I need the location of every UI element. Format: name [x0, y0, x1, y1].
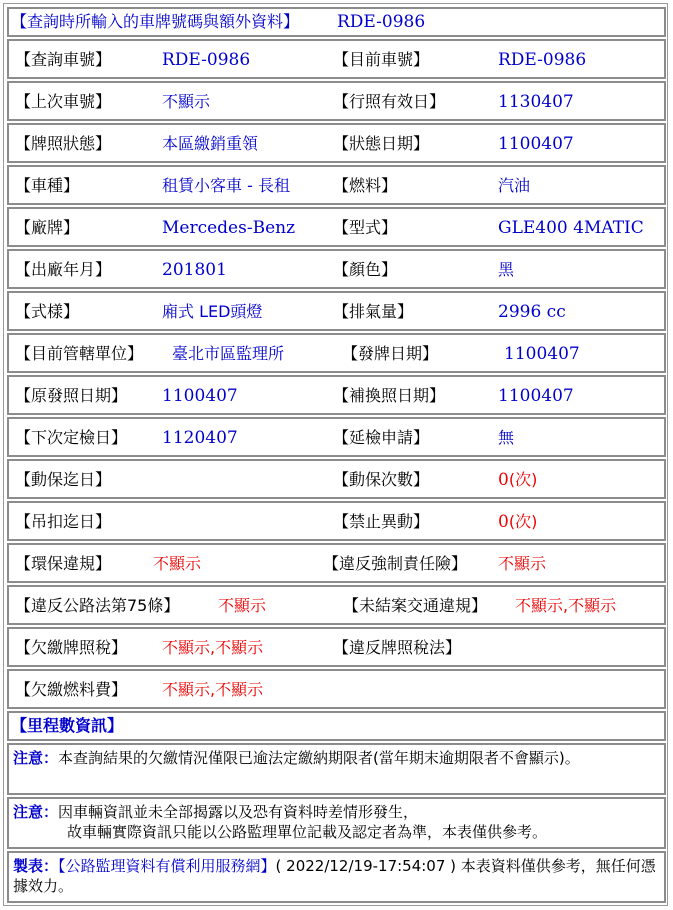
transfer-ban-unit: (次) [508, 512, 538, 531]
footer-row [7, 851, 666, 903]
note1-row [7, 743, 666, 795]
fuel-label: 【燃料】 [333, 176, 398, 195]
lien-date-label: 【動保迄日】 [15, 470, 112, 489]
mileage-row [7, 711, 666, 741]
query-plate-value: RDE-0986 [162, 50, 251, 70]
note2-row [7, 797, 666, 849]
footer-note [13, 856, 660, 896]
eco-violation-value: 不顯示 [153, 554, 202, 573]
insurance-violation-value: 不顯示 [498, 554, 547, 573]
license-tax-value: 不顯示,不顯示 [162, 638, 264, 657]
row-lien [7, 459, 666, 499]
footer-text: ( 2022/12/19-17:54:07 ) 本表資料僅供參考，無任何憑據效力。 [13, 857, 656, 895]
inspection-delay-value: 無 [498, 428, 515, 447]
license-expiry-value: 1130407 [498, 92, 574, 112]
lien-count-label: 【動保次數】 [333, 470, 430, 489]
header-title-label: 【查詢時所輸入的車牌號碼與額外資料】 [11, 12, 300, 31]
original-issue-value: 1100407 [162, 386, 238, 406]
displacement-value: 2996 cc [498, 302, 566, 322]
lien-count-value-wrap [498, 470, 537, 490]
model-value: GLE400 4MATIC [498, 218, 644, 238]
original-issue-label: 【原發照日期】 [15, 386, 128, 405]
vehicle-type-label: 【車種】 [15, 176, 80, 195]
row-manufacture [7, 249, 666, 289]
note1-text: 本查詢結果的欠繳情況僅限已逾法定繳納期限者(當年期末逾期限者不會顯示)。 [58, 749, 580, 767]
manufacture-date-value: 201801 [162, 260, 227, 280]
row-suspension [7, 501, 666, 541]
row-inspection [7, 417, 666, 457]
plate-status-label: 【牌照狀態】 [15, 134, 112, 153]
status-date-label: 【狀態日期】 [333, 134, 430, 153]
inspection-delay-label: 【延檢申請】 [333, 428, 430, 447]
manufacture-date-label: 【出廠年月】 [15, 260, 112, 279]
note2 [13, 802, 660, 842]
insurance-violation-label: 【違反強制責任險】 [323, 554, 468, 573]
footer-service: 【公路監理資料有償利用服務網】 [58, 857, 276, 875]
body-style-value: 廂式 LED頭燈 [162, 302, 263, 321]
transfer-ban-value: 0 [498, 512, 509, 532]
next-inspection-label: 【下次定檢日】 [15, 428, 128, 447]
pending-traffic-label: 【未結案交通違規】 [343, 596, 488, 615]
fuel-fee-label: 【欠繳燃料費】 [15, 680, 128, 699]
current-plate-value: RDE-0986 [498, 50, 587, 70]
displacement-label: 【排氣量】 [333, 302, 414, 321]
status-date-value: 1100407 [498, 134, 574, 154]
vehicle-type-value: 租賃小客車 - 長租 [162, 176, 290, 195]
note1-label: 注意： [13, 749, 59, 767]
fuel-fee-value: 不顯示,不顯示 [162, 680, 264, 699]
license-expiry-label: 【行照有效日】 [333, 92, 446, 111]
transfer-ban-value-wrap [498, 512, 537, 532]
reissue-date-label: 【補換照日期】 [333, 386, 446, 405]
issue-date-value: 1100407 [504, 344, 580, 364]
color-value: 黑 [498, 260, 515, 279]
note1 [13, 748, 660, 768]
row-body-style [7, 291, 666, 331]
row-vehicle-type [7, 165, 666, 205]
row-violations-1 [7, 543, 666, 583]
fuel-value: 汽油 [498, 176, 531, 195]
row-previous-plate [7, 81, 666, 121]
transfer-ban-label: 【禁止異動】 [333, 512, 430, 531]
footer-label: 製表： [13, 857, 59, 875]
row-plate-status [7, 123, 666, 163]
row-tax [7, 627, 666, 667]
row-brand [7, 207, 666, 247]
model-label: 【型式】 [333, 218, 398, 237]
row-original-issue [7, 375, 666, 415]
current-plate-label: 【目前車號】 [333, 50, 430, 69]
plate-status-value: 本區繳銷重領 [162, 134, 259, 153]
note2-label: 注意： [13, 803, 59, 821]
header-title-plate: RDE-0986 [337, 12, 426, 32]
suspension-date-label: 【吊扣迄日】 [15, 512, 112, 531]
authority-value: 臺北市區監理所 [172, 344, 285, 363]
previous-plate-value: 不顯示 [162, 92, 211, 111]
row-plates [7, 39, 666, 79]
tax-law-violation-label: 【違反牌照稅法】 [333, 638, 462, 657]
color-label: 【顏色】 [333, 260, 398, 279]
header-row [7, 7, 666, 37]
license-tax-label: 【欠繳牌照稅】 [15, 638, 128, 657]
row-fuel-fee [7, 669, 666, 709]
issue-date-label: 【發牌日期】 [342, 344, 439, 363]
next-inspection-value: 1120407 [162, 428, 238, 448]
row-violations-2 [7, 585, 666, 625]
reissue-date-value: 1100407 [498, 386, 574, 406]
art75-violation-value: 不顯示 [218, 596, 267, 615]
note2-line2: 故車輛實際資訊只能以公路監理單位記載及認定者為準，本表僅供參考。 [67, 823, 548, 841]
brand-label: 【廠牌】 [15, 218, 80, 237]
eco-violation-label: 【環保違規】 [15, 554, 112, 573]
row-authority [7, 333, 666, 373]
brand-value: Mercedes-Benz [162, 218, 296, 238]
query-plate-label: 【查詢車號】 [15, 50, 112, 69]
art75-violation-label: 【違反公路法第75條】 [15, 596, 180, 615]
lien-count-unit: (次) [508, 470, 538, 489]
authority-label: 【目前管轄單位】 [15, 344, 144, 363]
note2-line1: 因車輛資訊並未全部揭露以及恐有資料時差情形發生， [58, 803, 419, 821]
lien-count-value: 0 [498, 470, 509, 490]
pending-traffic-value: 不顯示,不顯示 [515, 596, 617, 615]
previous-plate-label: 【上次車號】 [15, 92, 112, 111]
mileage-title: 【里程數資訊】 [11, 716, 124, 735]
body-style-label: 【式樣】 [15, 302, 80, 321]
